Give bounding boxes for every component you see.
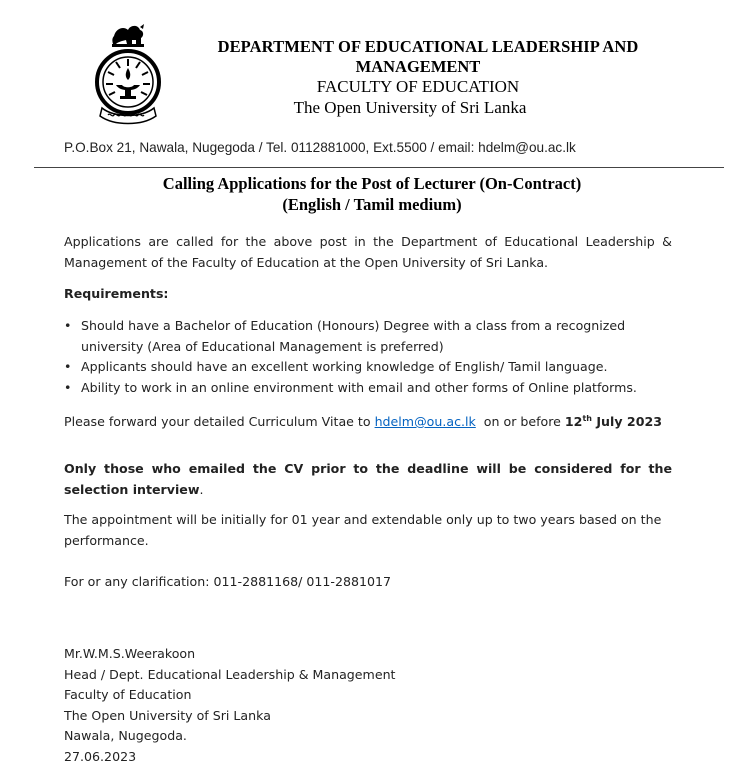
deadline-notice-period: . (199, 481, 204, 497)
deadline-month-year: July 2023 (591, 414, 662, 430)
notice-subtitle: (English / Tamil medium) (282, 195, 462, 214)
deadline-notice (64, 459, 672, 500)
email-link[interactable]: hdelm@ou.ac.lk (374, 414, 476, 430)
signature-block (64, 644, 395, 767)
list-item (64, 378, 664, 399)
list-item (64, 357, 664, 378)
list-item (64, 316, 664, 357)
contact-line: P.O.Box 21, Nawala, Nugegoda / Tel. 0112881000, Ext.5500 / email: hdelm@ou.ac.lk (64, 140, 576, 155)
bullet-icon: • (64, 359, 72, 374)
signatory-faculty: Faculty of Education (64, 687, 192, 702)
header-divider (34, 167, 724, 168)
deadline-day: 12 (564, 414, 583, 430)
deadline-suffix: th (582, 414, 592, 423)
department-name-line2: MANAGEMENT (355, 57, 481, 76)
requirement-text: Ability to work in an online environment with email and other forms of Online platforms. (81, 379, 637, 395)
signatory-position: Head / Dept. Educational Leadership & Management (64, 666, 396, 682)
forward-middle: on or before (475, 414, 565, 430)
forward-cv-line (64, 409, 662, 433)
department-name-line1: DEPARTMENT OF EDUCATIONAL LEADERSHIP AND (217, 37, 639, 56)
signatory-name: Mr.W.M.S.Weerakoon (64, 646, 196, 661)
signatory-university: The Open University of Sri Lanka (64, 707, 271, 723)
university-name: The Open University of Sri Lanka (293, 98, 527, 117)
requirement-text: Applicants should have an excellent working knowledge of English/ Tamil language. (81, 359, 608, 374)
deadline-notice-text: Only those who emailed the CV prior to the deadline will be considered for the selection interview (64, 461, 672, 497)
deadline-date (565, 414, 662, 429)
clarification-line: For or any clarification: 011-2881168/ 011-2881017 (64, 574, 392, 589)
notice-title: Calling Applications for the Post of Lecturer (On-Contract) (162, 174, 582, 193)
bullet-icon: • (64, 379, 72, 395)
intro-paragraph: Applications are called for the above post in the Department of Educational Leadership & Management of the Faculty of Education at the Open University of Sri Lanka. (64, 234, 672, 270)
bullet-icon: • (64, 318, 72, 333)
requirements-list (64, 316, 664, 398)
signature-date: 27.06.2023 (64, 748, 137, 764)
requirements-heading: Requirements: (64, 286, 169, 301)
appointment-paragraph: The appointment will be initially for 01 year and extendable only up to two years based on the performance. (64, 512, 662, 548)
forward-text: Please forward your detailed Curriculum Vitae to (64, 414, 375, 430)
signatory-address: Nawala, Nugegoda. (64, 728, 187, 743)
faculty-name: FACULTY OF EDUCATION (316, 77, 520, 96)
requirement-text: Should have a Bachelor of Education (Honours) Degree with a class from a recognized university (Area of Educational Management is preferred) (81, 318, 626, 354)
